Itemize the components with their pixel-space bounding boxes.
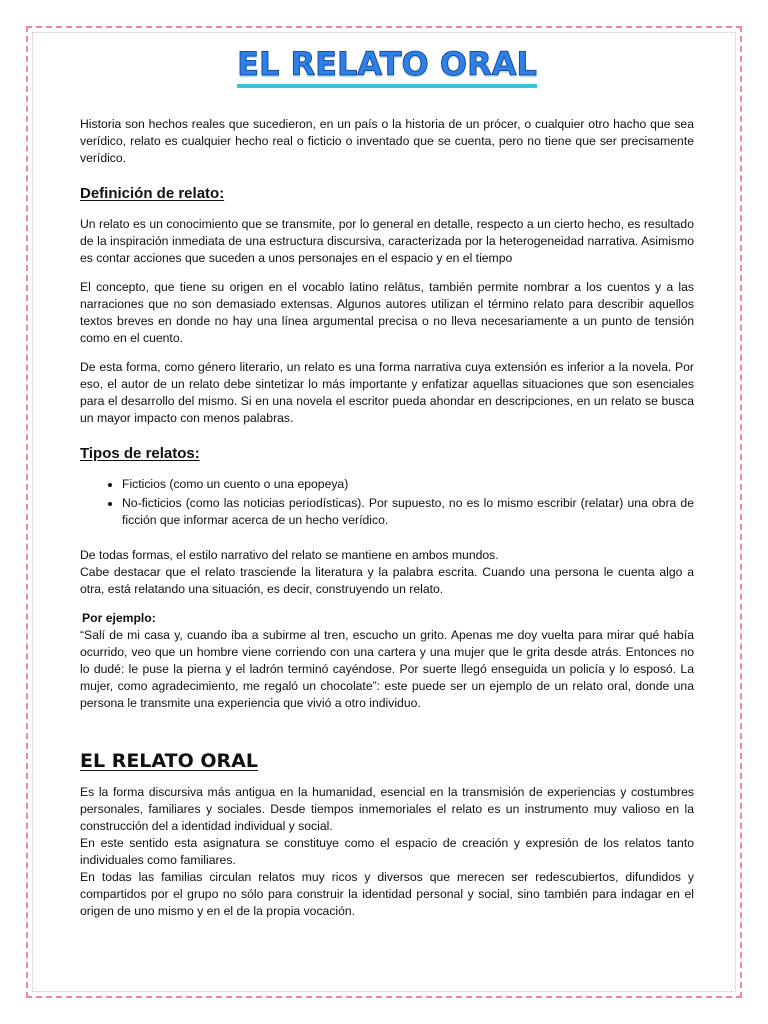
oral-paragraph-3: En todas las familias circulan relatos muy ricos y diversos que merecen ser redescubiertos, difundidos y compartidos por el grupo no sólo para construir la identidad personal y social, sino también para indagar en el origen de uno mismo y en el de la propia vocación.	[80, 870, 694, 918]
list-item: • Ficticios (como un cuento o una epopeya)	[122, 476, 694, 493]
types-heading: Tipos de relatos:	[80, 445, 200, 462]
intro-paragraph: Historia son hechos reales que sucedieron, en un país o la historia de un prócer, o cualquier otro hacho que sea verídico, relato es cualquier hecho real o ficticio o inventado que se cuenta, pero no tiene que ser precisamente verídico.	[80, 117, 694, 165]
document-content	[80, 44, 694, 932]
oral-paragraph-2: En este sentido esta asignatura se constituye como el espacio de creación y expresión de los relatos tanto individuales como familiares.	[80, 836, 694, 867]
page-title: EL RELATO ORAL	[237, 44, 537, 88]
example-label: Por ejemplo:	[82, 611, 156, 625]
list-item: • No-ficticios (como las noticias periodísticas). Por supuesto, no es lo mismo escribir (relatar) una obra de ficción que informar acerca de un hecho verídico.	[122, 495, 694, 529]
definition-heading: Definición de relato:	[80, 185, 225, 202]
title-wrap	[80, 44, 694, 88]
example-text: “Salí de mi casa y, cuando iba a subirme al tren, escucho un grito. Apenas me doy vuelta para mirar qué había ocurrido, veo que un hombre viene corriendo con una cartera y una mujer que le grita desde atrás. Entonces no lo dudé: le puse la pierna y el ladrón terminó cayéndose. Por suerte llegó enseguida un policía y lo esposó. La mujer, como agradecimiento, me regaló un chocolate”: este puede ser un ejemplo de un relato oral, donde una persona le transmite una experiencia que vivió a otro individuo.	[80, 628, 694, 710]
types-after-line-2: Cabe destacar que el relato trasciende la literatura y la palabra escrita. Cuando una persona le cuenta algo a otra, está relatando una situación, es decir, construyendo un relato.	[80, 565, 694, 596]
definition-paragraph-2: El concepto, que tiene su origen en el vocablo latino relātus, también permite nombrar a los cuentos y a las narraciones que no son demasiado extensas. Algunos autores utilizan el término relato para describir aquellos textos breves en donde no hay una línea argumental precisa o no lleva necesariamente a un punto de tensión como en el cuento.	[80, 280, 694, 345]
oral-heading: EL RELATO ORAL	[80, 750, 258, 772]
types-after-line-1: De todas formas, el estilo narrativo del relato se mantiene en ambos mundos.	[80, 548, 499, 562]
oral-paragraph-1: Es la forma discursiva más antigua en la humanidad, esencial en la transmisión de experiencias y costumbres personales, familiares y sociales. Desde tiempos inmemoriales el relato es un instrumento muy valioso en la construcción del a identidad individual y social.	[80, 785, 694, 833]
definition-paragraph-1: Un relato es un conocimiento que se transmite, por lo general en detalle, respecto a un cierto hecho, es resultado de la inspiración inmediata de una estructura discursiva, caracterizada por la heterogeneidad narrativa. Asimismo es contar acciones que suceden a unos personajes en el espacio y en el tiempo	[80, 217, 694, 265]
definition-paragraph-3: De esta forma, como género literario, un relato es una forma narrativa cuya extensión es inferior a la novela. Por eso, el autor de un relato debe sintetizar lo más importante y enfatizar aquellas situaciones que son esenciales para el desarrollo del mismo. Si en una novela el escritor pueda ahondar en descripciones, en un relato se busca un mayor impacto con menos palabras.	[80, 360, 694, 425]
types-list	[80, 476, 694, 529]
